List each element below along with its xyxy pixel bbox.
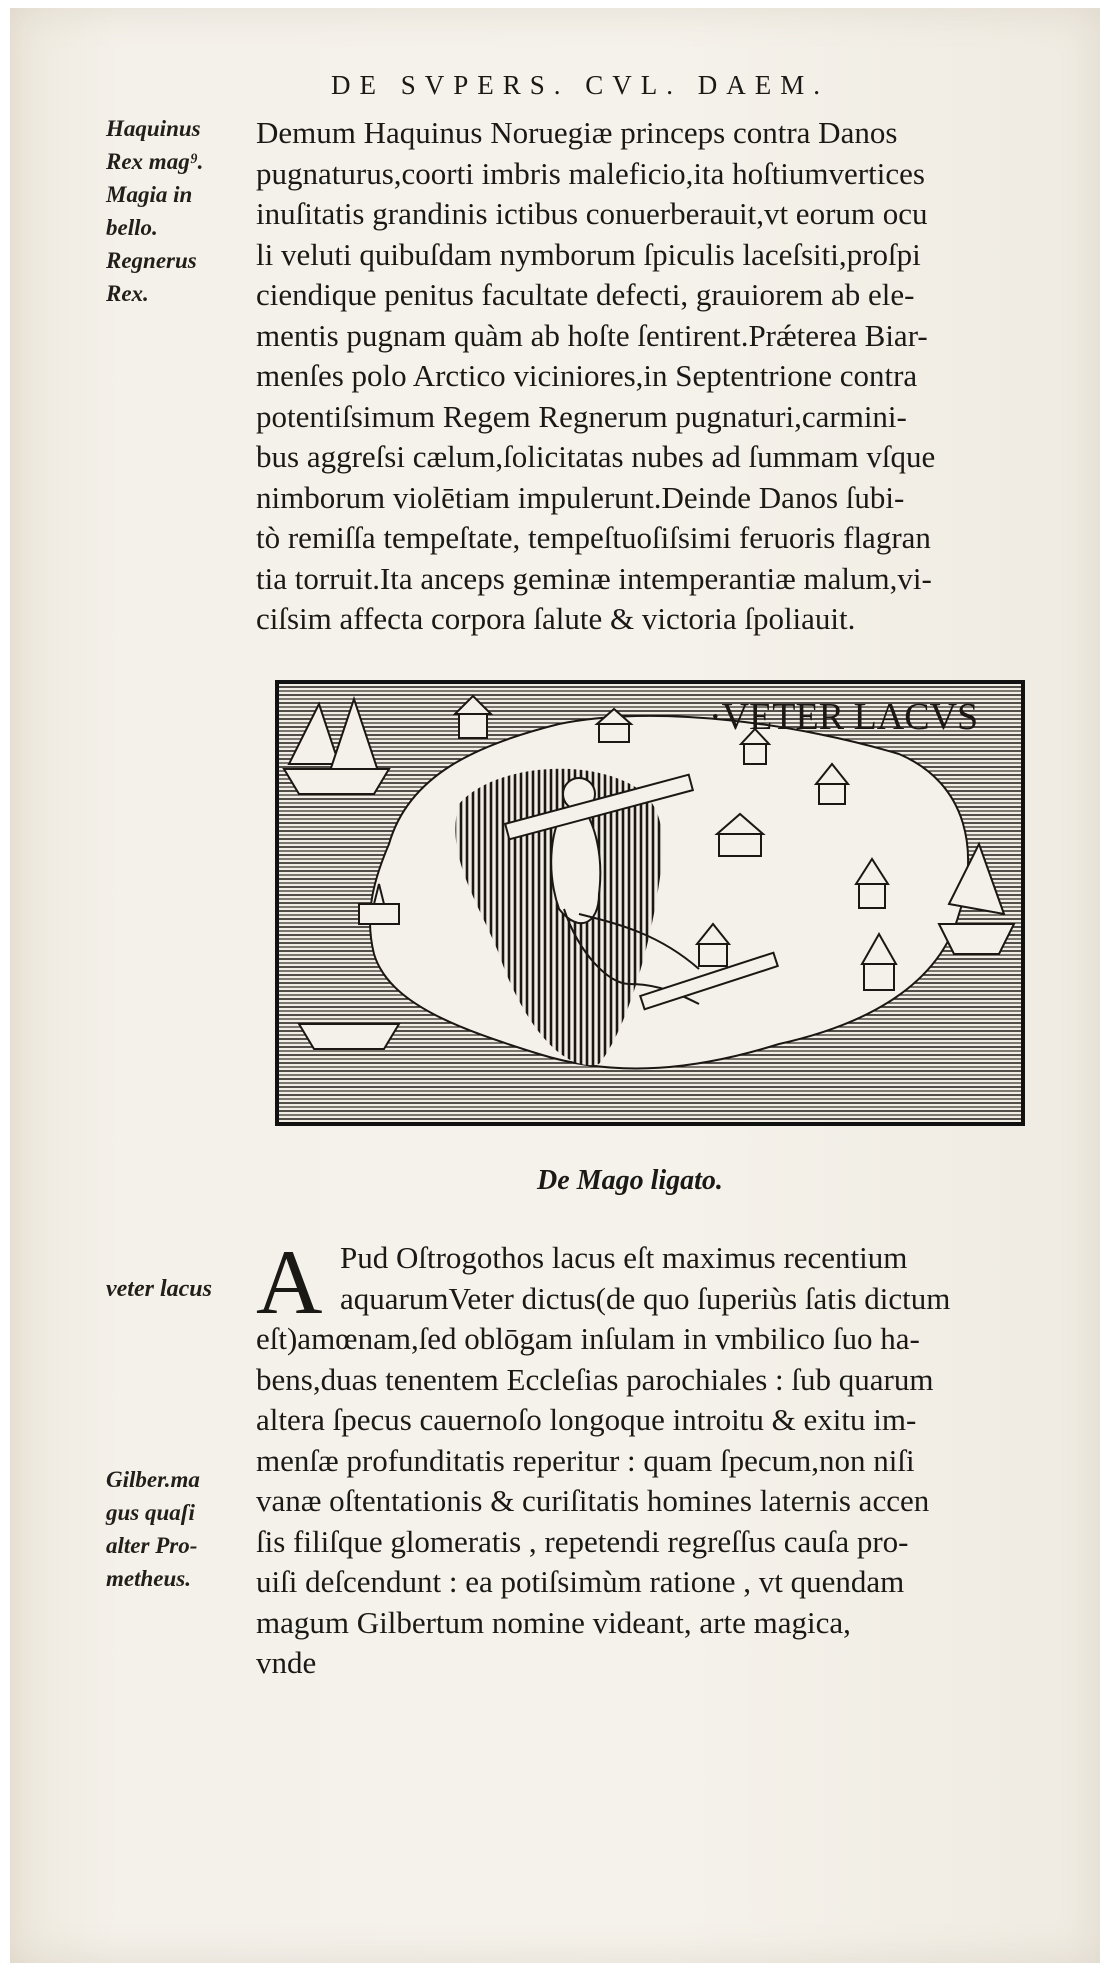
text-line: magum Gilbertum nomine videant, arte magica,: [256, 1604, 851, 1640]
text-line: inuſitatis grandinis ictibus conuerberauit,vt eorum ocu: [256, 196, 928, 231]
text-line: uiſi deſcendunt : ea potiſsimùm ratione , vt quendam: [256, 1564, 905, 1599]
margin-note: Gilber.ma: [106, 1467, 200, 1492]
text-line: nimborum violētiam impulerunt.Deinde Danos ſubi-: [256, 479, 905, 515]
margin-note-lacus: veter lacus: [106, 1276, 212, 1302]
text-line: mentis pugnam quàm ab hoſte ſentirent.Prǽterea Biar-: [256, 317, 928, 353]
text-line: vanæ oſtentationis & curiſitatis homines laternis accen: [256, 1483, 930, 1518]
text-line: ſis filiſque glomeratis , repetendi regreſſus cauſa pro-: [256, 1523, 909, 1559]
text-line: menſes polo Arctico viciniores,in Septentrione contra: [256, 358, 918, 393]
drop-cap: A: [256, 1231, 323, 1333]
text-line: menſæ profunditatis reperitur : quam ſpecum,non niſi: [256, 1442, 915, 1478]
margin-note: alter Pro-: [106, 1533, 198, 1558]
illustration-caption: De Mago ligato.: [537, 1165, 723, 1196]
margin-note: metheus.: [106, 1566, 191, 1591]
margin-notes-top: [106, 112, 251, 310]
text-line: tò remiſſa tempeſtate, tempeſtuoſiſsimi feruoris flagran: [256, 520, 931, 555]
text-line: aquarumVeter dictus(de quo ſuperiùs ſatis dictum: [340, 1280, 951, 1316]
margin-note: Rex mag⁹.: [106, 149, 204, 174]
text-line: pugnaturus,coorti imbris maleficio,ita hoſtiumvertices: [256, 155, 925, 191]
woodcut-illustration: [275, 680, 1025, 1126]
text-line: eſt)amœnam,ſed oblōgam inſulam in vmbilico ſuo ha-: [256, 1321, 920, 1356]
text-line: ciendique penitus facultate defecti, grauiorem ab ele-: [256, 277, 915, 312]
woodcut-image: [279, 684, 1021, 1122]
margin-notes-bottom: [106, 1463, 251, 1595]
paragraph-1: [256, 113, 1056, 640]
text-line: Pud Oſtrogothos lacus eſt maximus recentium: [340, 1240, 908, 1275]
woodcut-inscription: ·VETER LACVS: [709, 696, 979, 738]
margin-note: gus quaſi: [106, 1500, 195, 1525]
margin-note: Haquinus: [106, 116, 201, 141]
margin-note: bello.: [106, 215, 158, 240]
margin-note: Magia in: [106, 182, 193, 207]
paragraph-2-opening: [340, 1238, 1056, 1319]
running-header: DE SVPERS. CVL. DAEM.: [330, 70, 830, 100]
catchword: vnde: [256, 1645, 317, 1680]
text-line: tia torruit.Ita anceps geminæ intemperantiæ malum,vi-: [256, 560, 932, 596]
book-page: [10, 8, 1100, 1963]
text-line: Demum Haquinus Noruegiæ princeps contra Danos: [256, 115, 898, 150]
paragraph-2: [256, 1319, 1056, 1684]
text-line: altera ſpecus cauernoſo longoque introitu & exitu im-: [256, 1402, 917, 1437]
margin-note: Regnerus: [106, 248, 197, 273]
text-line: ciſsim affecta corpora ſalute & victoria ſpoliauit.: [256, 601, 856, 636]
text-line: bus aggreſsi cælum,ſolicitatas nubes ad ſummam vſque: [256, 439, 936, 474]
margin-note: Rex.: [106, 281, 149, 306]
text-line: potentiſsimum Regem Regnerum pugnaturi,carmini-: [256, 398, 907, 434]
text-line: bens,duas tenentem Eccleſias parochiales : ſub quarum: [256, 1361, 934, 1397]
text-line: li veluti quibuſdam nymborum ſpiculis laceſsiti,proſpi: [256, 236, 921, 272]
